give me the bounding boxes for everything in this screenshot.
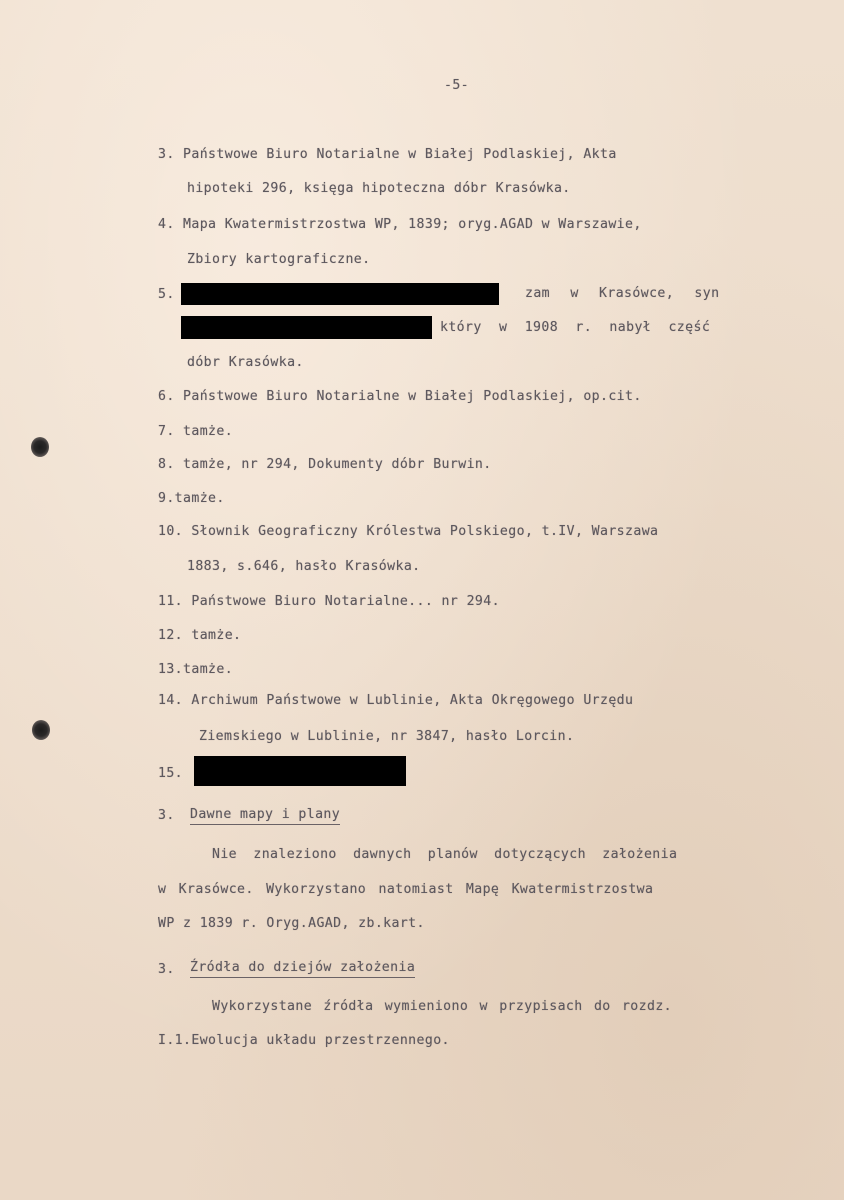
punch-hole [31,437,49,457]
ref-3-line-1: 3. Państwowe Biuro Notarialne w Białej Podlaskiej, Akta [158,147,617,162]
ref-11: 11. Państwowe Biuro Notarialne... nr 294. [158,594,500,609]
paragraph-line: WP z 1839 r. Oryg.AGAD, zb.kart. [158,916,425,931]
punch-hole [32,720,50,740]
ref-6: 6. Państwowe Biuro Notarialne w Białej Podlaskiej, op.cit. [158,389,642,404]
redaction-box [194,756,406,786]
ref-3-line-2: hipoteki 296, księga hipoteczna dóbr Krasówka. [187,181,571,196]
ref-4-line-2: Zbiory kartograficzne. [187,252,371,267]
ref-5-line-3: dóbr Krasówka. [187,355,304,370]
paragraph-line: Wykorzystane źródła wymieniono w przypisach do rozdz. [212,999,672,1014]
paragraph-line: w Krasówce. Wykorzystano natomiast Mapę Kwatermistrzostwa [158,882,654,897]
ref-14-line-2: Ziemskiego w Lublinie, nr 3847, hasło Lorcin. [199,729,575,744]
redaction-box [181,283,499,305]
ref-15-number: 15. [158,766,184,781]
ref-4-line-1: 4. Mapa Kwatermistrzostwa WP, 1839; oryg.AGAD w Warszawie, [158,217,642,232]
section-number: 3. [158,962,175,977]
ref-10-line-2: 1883, s.646, hasło Krasówka. [187,559,421,574]
ref-8: 8. tamże, nr 294, Dokumenty dóbr Burwin. [158,457,492,472]
paragraph-line: Nie znaleziono dawnych planów dotyczących założenia [212,847,678,862]
ref-9: 9.tamże. [158,491,225,506]
page-number: -5- [444,78,470,93]
ref-5-number: 5. [158,287,175,302]
redaction-box [181,316,432,339]
ref-7: 7. tamże. [158,424,234,439]
ref-10-line-1: 10. Słownik Geograficzny Królestwa Polskiego, t.IV, Warszawa [158,524,659,539]
section-heading-sources: Źródła do dziejów założenia [190,959,415,978]
ref-13: 13.tamże. [158,662,234,677]
ref-5-line-1-tail: zam w Krasówce, syn [525,286,720,301]
section-number: 3. [158,808,175,823]
section-heading-maps: Dawne mapy i plany [190,806,340,825]
ref-14-line-1: 14. Archiwum Państwowe w Lublinie, Akta Okręgowego Urzędu [158,693,634,708]
ref-12: 12. tamże. [158,628,242,643]
ref-5-line-2-tail: który w 1908 r. nabył część [440,320,711,335]
paragraph-line: I.1.Ewolucja układu przestrzennego. [158,1033,450,1048]
